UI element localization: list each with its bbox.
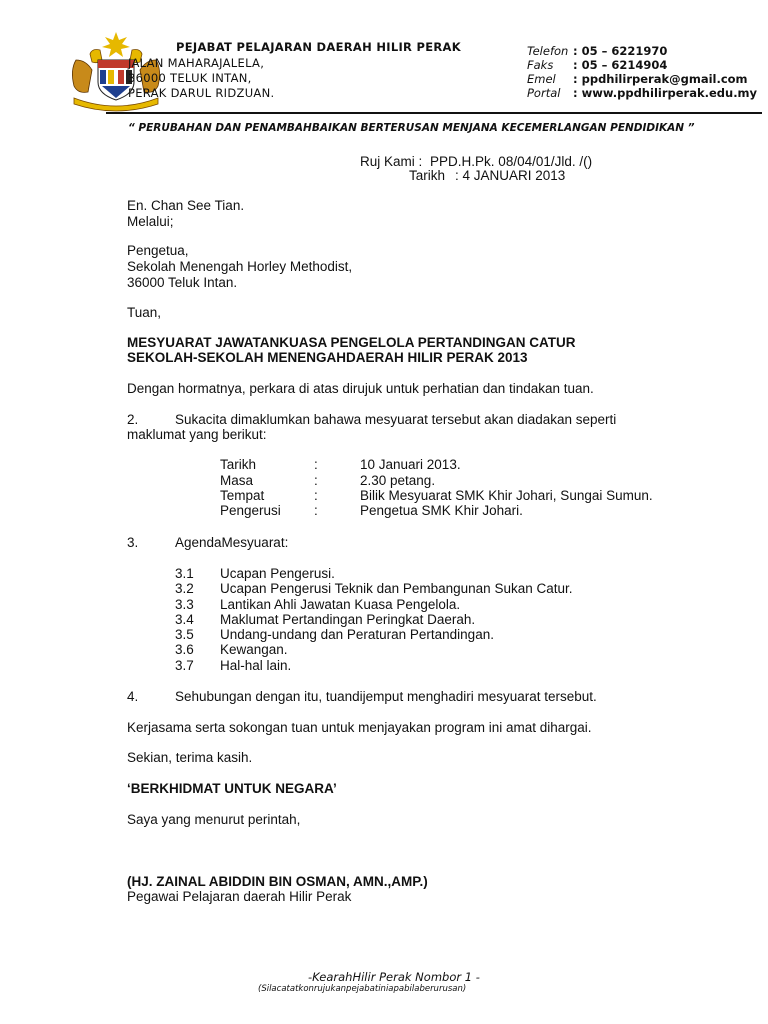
agenda-item — [175, 566, 335, 581]
detail-row: Masa : 2.30 petang. — [220, 473, 436, 488]
paragraph-3-number: 3. — [127, 535, 139, 550]
recipient-name: En. Chan See Tian. — [127, 198, 245, 213]
contact-value: 05 – 6221970 — [581, 44, 668, 58]
contact-portal: Portal : www.ppdhilirperak.edu.my — [527, 86, 758, 100]
detail-row: Tempat : Bilik Mesyuarat SMK Khir Johari, Sungai Sumun. — [220, 488, 653, 503]
paragraph-4-number: 4. — [127, 689, 139, 704]
contact-faks: Faks : 05 – 6214904 — [527, 58, 668, 72]
detail-label: Tarikh — [220, 457, 257, 472]
footer-note: (Silacatatkonrujukanpejabatiniapabilaberurusan) — [258, 984, 467, 994]
detail-value: 2.30 petang. — [360, 473, 436, 488]
agenda-item — [175, 612, 475, 627]
detail-label: Pengerusi — [220, 503, 281, 518]
paragraph-1: Dengan hormatnya, perkara di atas dirujuk untuk perhatian dan tindakan tuan. — [127, 381, 594, 396]
paragraph-2-line-1: Sukacita dimaklumkan bahawa mesyuarat tersebut akan diadakan seperti — [175, 412, 617, 427]
date-line — [409, 168, 565, 184]
agenda-text: Ucapan Pengerusi. — [220, 566, 335, 581]
agenda-text: Lantikan Ahli Jawatan Kuasa Pengelola. — [220, 597, 461, 612]
contact-value: ppdhilirperak@gmail.com — [581, 72, 748, 86]
order-line: Saya yang menurut perintah, — [127, 812, 301, 827]
contact-telefon: Telefon : 05 – 6221970 — [527, 44, 668, 58]
paragraph-3-text: AgendaMesyuarat: — [175, 535, 289, 550]
subject-line-2: SEKOLAH-SEKOLAH MENENGAHDAERAH HILIR PERAK 2013 — [127, 350, 528, 365]
detail-label: Masa — [220, 473, 254, 488]
signatory-name: (HJ. ZAINAL ABIDDIN BIN OSMAN, AMN.,AMP.) — [127, 874, 428, 889]
agenda-item — [175, 627, 494, 642]
agenda-number: 3.7 — [175, 658, 194, 673]
footer-slogan: -KearahHilir Perak Nombor 1 - — [308, 970, 480, 984]
paragraph-4-text: Sehubungan dengan itu, tuandijemput menghadiri mesyuarat tersebut. — [175, 689, 597, 704]
agenda-item — [175, 597, 460, 612]
agenda-text: Kewangan. — [220, 642, 288, 657]
agenda-text: Maklumat Pertandingan Peringkat Daerah. — [220, 612, 476, 627]
detail-label: Tempat — [220, 488, 265, 503]
salutation: Tuan, — [127, 305, 162, 320]
contact-value: www.ppdhilirperak.edu.my — [581, 86, 758, 100]
contact-label: Telefon — [527, 44, 569, 58]
paragraph-2-line-2: maklumat yang berikut: — [127, 427, 267, 442]
agenda-text: Undang-undang dan Peraturan Pertandingan. — [220, 627, 494, 642]
agenda-number: 3.4 — [175, 612, 194, 627]
agenda-text: Ucapan Pengerusi Teknik dan Pembangunan Sukan Catur. — [220, 581, 573, 596]
address-line-2: 36000 TELUK INTAN, — [128, 71, 252, 85]
closing: Sekian, terima kasih. — [127, 750, 253, 765]
motto: “ PERUBAHAN DAN PENAMBAHBAIKAN BERTERUSAN MENJANA KECEMERLANGAN PENDIDIKAN ” — [128, 122, 695, 134]
header-divider — [106, 112, 762, 114]
contact-emel: Emel : ppdhilirperak@gmail.com — [527, 72, 748, 86]
slogan: ‘BERKHIDMAT UNTUK NEGARA’ — [127, 781, 337, 796]
ref-label: Ruj Kami : — [360, 154, 423, 169]
via-line-3: 36000 Teluk Intan. — [127, 275, 238, 290]
ref-value: PPD.H.Pk. 08/04/01/Jld. /() — [430, 154, 593, 169]
agenda-number: 3.1 — [175, 566, 194, 581]
contact-value: 05 – 6214904 — [581, 58, 668, 72]
recipient-via: Melalui; — [127, 214, 174, 229]
address-line-3: PERAK DARUL RIDZUAN. — [128, 86, 275, 100]
address-line-1: JALAN MAHARAJALELA, — [128, 56, 265, 70]
detail-value: 10 Januari 2013. — [360, 457, 461, 472]
agenda-number: 3.2 — [175, 581, 194, 596]
contact-label: Emel — [527, 72, 556, 86]
signatory-title: Pegawai Pelajaran daerah Hilir Perak — [127, 889, 352, 904]
detail-row: Tarikh : 10 Januari 2013. — [220, 457, 461, 472]
agenda-text: Hal-hal lain. — [220, 658, 292, 673]
agenda-item — [175, 658, 291, 673]
agenda-number: 3.3 — [175, 597, 194, 612]
paragraph-2-number: 2. — [127, 412, 139, 427]
date-label: Tarikh — [409, 168, 446, 183]
paragraph-5: Kerjasama serta sokongan tuan untuk menjayakan program ini amat dihargai. — [127, 720, 592, 735]
agenda-item — [175, 581, 573, 596]
via-line-1: Pengetua, — [127, 243, 189, 258]
agenda-number: 3.6 — [175, 642, 194, 657]
detail-value: Bilik Mesyuarat SMK Khir Johari, Sungai Sumun. — [360, 488, 653, 503]
subject-line-1: MESYUARAT JAWATANKUASA PENGELOLA PERTANDINGAN CATUR — [127, 335, 576, 350]
contact-label: Faks — [527, 58, 554, 72]
office-name: PEJABAT PELAJARAN DAERAH HILIR PERAK — [176, 40, 461, 54]
agenda-number: 3.5 — [175, 627, 194, 642]
via-line-2: Sekolah Menengah Horley Methodist, — [127, 259, 353, 274]
detail-value: Pengetua SMK Khir Johari. — [360, 503, 523, 518]
date-value: : 4 JANUARI 2013 — [455, 168, 566, 183]
contact-label: Portal — [527, 86, 561, 100]
agenda-item — [175, 642, 288, 657]
detail-row: Pengerusi : Pengetua SMK Khir Johari. — [220, 503, 523, 518]
